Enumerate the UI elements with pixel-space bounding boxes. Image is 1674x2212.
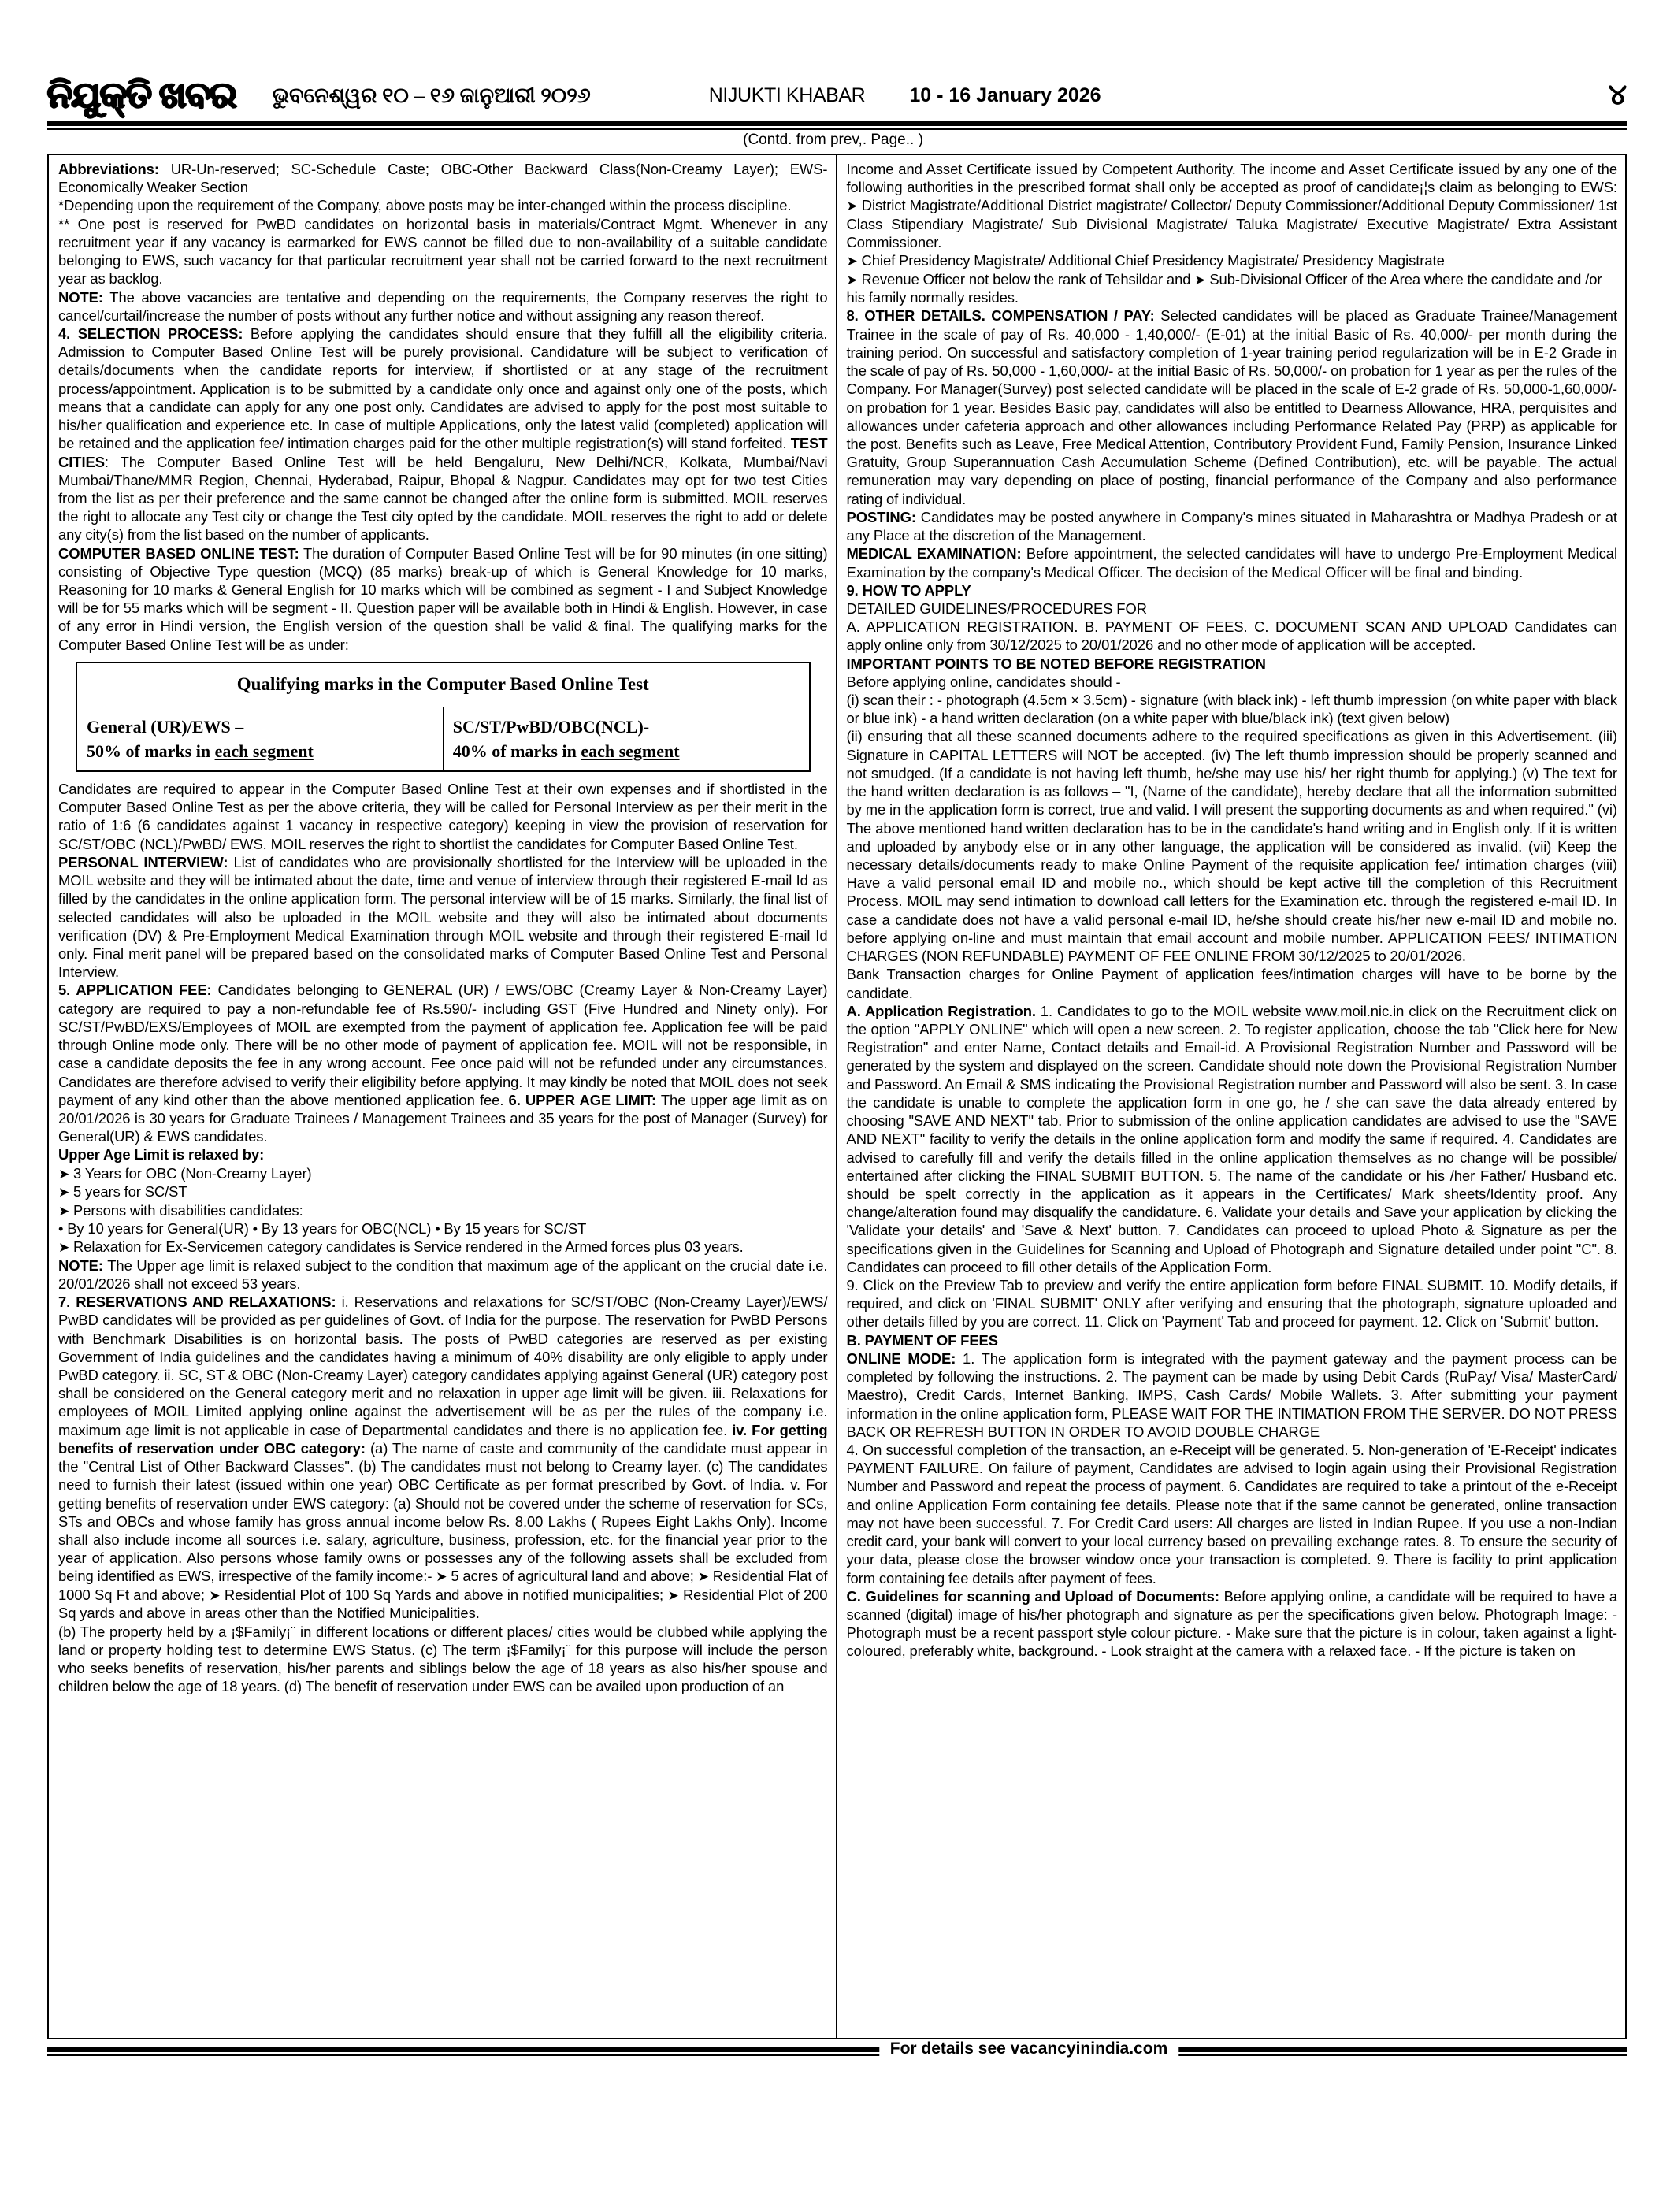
article-body [47,154,1627,2039]
right-column-paragraph: (ii) ensuring that all these scanned documents adhere to the required specifications as given in this Advertisement. (iii) Signature in CAPITAL LETTERS will NOT be accepted. (iv) The left thumb impression should be properly scanned and not smudged. (If a candidate is not having left thumb, he/she may use his/ her right thumb for applying.) (v) The text for the hand written declaration is as follows – "I, (Name of the candidate), hereby declare that all the information submitted by me in the application form is correct, true and valid. I will present the supporting documents as and when required." (vi) The above mentioned hand written declaration has to be in the candidate's hand writing and in English only. If it is written and uploaded by anybody else or in any other language, the application will be considered as invalid. (vii) Keep the necessary details/documents ready to make Online Payment of the requisite application fee/ intimation charges (viii) Have a valid personal email ID and mobile no., which should be kept active till the completion of this Recruitment Process. MOIL may send intimation to download call letters for the Examination etc. through the registered e-mail ID. In case a candidate does not have a valid personal e-mail ID, he/she should create his/her new e-mail ID and mobile no. before applying on-line and must maintain that email account and mobile number. APPLICATION FEES/ INTIMATION CHARGES (NON REFUNDABLE) PAYMENT OF FEE ONLINE FROM 30/12/2025 to 20/01/2026. [846,728,1617,965]
left-column-paragraph: 7. RESERVATIONS AND RELAXATIONS: i. Reservations and relaxations for SC/ST/OBC (Non-Creamy Layer)/EWS/ PwBD candidates will be provided as per guidelines of Govt. of India for the purpose. The reservation for PwBD Persons with Benchmark Disabilities is on horizontal basis. The posts of PwBD categories are reserved as per existing Government of India guidelines and the candidates having a minimum of 40% disability are only eligible to apply under PwBD category. ii. SC, ST & OBC (Non-Creamy Layer) category candidates applying against General (UR) category post shall be considered on the General category merit and no relaxation in upper age limit will be given. iii. Relaxations for employees of MOIL Limited applying online against the advertisement will be as per the rules of the company i.e. maximum age limit is not applicable in case of Departmental candidates and there is no application fee. iv. For getting benefits of reservation under OBC category: (a) The name of caste and community of the candidate must appear in the "Central List of Other Backward Classes". (b) The candidates must not belong to Creamy layer. (c) The candidates need to furnish their latest (issued within one year) OBC Certificate as per format prescribed by Govt. of India. v. For getting benefits of reservation under EWS category: (a) Should not be covered under the scheme of reservation for SCs, STs and OBCs and whose family has gross annual income below Rs. 8.00 Lakhs ( Rupees Eight Lakhs Only). Income shall also include income all sources i.e. salary, agriculture, business, profession, etc. for the financial year prior to the year of application. Also persons whose family owns or possesses any of the following assets shall be excluded from being identified as EWS, irrespective of the family income:- ➤ 5 acres of agricultural land and above; ➤ Residential Flat of 1000 Sq Ft and above; ➤ Residential Plot of 100 Sq Yards and above in notified municipalities; ➤ Residential Plot of 200 Sq yards and above in areas other than the Notified Municipalities. [58,1293,828,1622]
continuation-label-wrap [47,130,1627,154]
masthead-date-odia: ଭୁବନେଶ୍ୱର ୧୦ – ୧୬ ଜାନୁଆରୀ ୨୦୨୬ [272,84,591,107]
left-column-paragraph: ➤ 3 Years for OBC (Non-Creamy Layer) [58,1164,312,1182]
left-column-paragraph: 5. APPLICATION FEE: Candidates belonging to GENERAL (UR) / EWS/OBC (Creamy Layer & Non-Creamy Layer) category are required to pay a non-refundable fee of Rs.590/- including GST (Five Hundred and Ninety only). For SC/ST/PwBD/EXS/Employees of MOIL are exempted from the payment of application fee. Application fee will be paid through Online mode only. There will be no other mode of payment of application fee. MOIL will not be responsible, in case a candidate deposits the fee in any wrong account. Fee once paid will not be refunded under any circumstances. Candidates are therefore advised to verify their eligibility before applying. It may kindly be noted that MOIL does not seek payment of any kind other than the above mentioned application fee. 6. UPPER AGE LIMIT: The upper age limit as on 20/01/2026 is 30 years for Graduate Trainees / Management Trainees and 35 years for the post of Manager (Survey) for General(UR) & EWS candidates. [58,982,828,1145]
right-column-paragraph: DETAILED GUIDELINES/PROCEDURES FOR [846,599,1147,617]
footer-divider-rule [47,2047,1627,2056]
masthead-paper-name: NIJUKTI KHABAR [708,84,866,106]
left-column-paragraph: (b) The property held by a ¡$Family¡¨ in different locations or different places/ cities would be clubbed while applying the land or property holding test to determine EWS Status. (c) The term ¡$Family¡¨ for this purpose will include the person who seeks benefits of reservation, his/her parents and siblings below the age of 18 years as also his/her spouse and children below the age of 18 years. (d) The benefit of reservation under EWS can be availed upon production of an [58,1623,828,1695]
left-column-paragraph: *Depending upon the requirement of the Company, above posts may be inter-changed within the process discipline. [58,197,792,214]
right-column-paragraph: IMPORTANT POINTS TO BE NOTED BEFORE REGISTRATION [846,655,1266,672]
right-column-paragraph: POSTING: Candidates may be posted anywhere in Company's mines situated in Maharashtra or Madhya Pradesh or at any Place at the discretion of the Management. [846,508,1617,544]
continuation-label: (Contd. from prev,. Page.. ) [735,132,931,149]
right-column-paragraph: MEDICAL EXAMINATION: Before appointment, the selected candidates will have to undergo Pre-Employment Medical Examination by the company's Medical Officer. The decision of the Medical Officer will be final and binding. [846,545,1617,581]
right-column-paragraph: Income and Asset Certificate issued by Competent Authority. The income and Asset Certificate issued by any one of the following authorities in the prescribed format shall only be accepted as proof of candidate¡¦s claim as belonging to EWS: ➤ District Magistrate/Additional District magistrate/ Collector/ Deputy Commissioner/Additional Deputy Commissioner/ 1st Class Stipendiary Magistrate/ Sub Divisional Magistrate/ Taluka Magistrate/ Executive Magistrate/ Extra Assistant Commissioner. [846,161,1617,251]
right-column-body [847,160,1618,1661]
left-column-part1 [58,160,828,654]
footer-credit: For details see vacancyinindia.com [879,2039,1178,2058]
page-number-odia: ୪ [1608,79,1627,110]
left-column-paragraph: PERSONAL INTERVIEW: List of candidates who are provisionally shortlisted for the Interview will be uploaded in the MOIL website and they will be intimated about the date, time and venue of interview through their registered E-mail Id as filled by the candidates in the online application form. The personal interview will be of 15 marks. Similarly, the final list of selected candidates will also be uploaded in the MOIL website and they will also be intimated about documents verification (DV) & Pre-Employment Medical Examination through MOIL website and through their registered E-mail Id only. Final merit panel will be prepared based on the consolidated marks of Computer Based Online Test and Personal Interview. [58,853,828,981]
left-column-paragraph: Upper Age Limit is relaxed by: [58,1146,265,1164]
left-column [49,155,837,2038]
qualifying-cell-reserved-line2-pre: 40% of marks in [452,740,581,761]
left-column-part2 [58,780,828,1695]
right-column [837,155,1626,2038]
right-column-paragraph: ➤ Revenue Officer not below the rank of Tehsildar and ➤ Sub-Divisional Officer of the Area where the candidate and /or his family normally resides. [846,270,1602,306]
left-column-paragraph: ➤ Persons with disabilities candidates: [58,1201,303,1219]
left-column-paragraph: 4. SELECTION PROCESS: Before applying the candidates should ensure that they fulfill all the eligibility criteria. Admission to Computer Based Online Test will be purely provisional. Candidature will be subject to verification of details/documents when the candidate reports for interview, if shortlisted or at any stage of the recruitment process/appointment. Application is to be submitted by a candidate only once and against only one of the posts, which means that a candidate can apply for any one post only. Candidates are advised to apply for the post most suitable to his/her qualification and experience etc. In case of multiple Applications, only the latest valid (completed) application will be retained and the application fee/ intimation charges paid for the other multiple registration(s) will stand forfeited. TEST CITIES: The Computer Based Online Test will be held Bengaluru, New Delhi/NCR, Kolkata, Mumbai/Navi Mumbai/Thane/MMR Region, Chennai, Hyderabad, Raipur, Bhopal & Nagpur. Candidates may opt for two test Cities from the list as per their preference and the same cannot be changed after the online form is submitted. MOIL reserves the right to allocate any Test city or change the Test city opted by the candidate. MOIL reserves the right to add or delete any city(s) from the list based on the number of applicants. [58,325,828,544]
table-row [76,707,810,771]
qualifying-cell-general [76,707,443,771]
qualifying-marks-table [76,662,811,772]
right-column-paragraph: Before applying online, candidates should - [846,673,1121,690]
nijukti-khabar-logo-odia: ନିଯୁକ୍ତି ଖବର [47,75,236,115]
masthead-divider-rule [47,121,1627,130]
qualifying-cell-reserved-underline: each segment [581,740,680,761]
newspaper-page [0,41,1674,2212]
left-column-paragraph: Abbreviations: UR-Un-reserved; SC-Schedule Caste; OBC-Other Backward Class(Non-Creamy Layer); EWS- Economically Weaker Section [58,161,828,196]
masthead [47,41,1627,117]
left-column-paragraph: COMPUTER BASED ONLINE TEST: The duration of Computer Based Online Test will be for 90 minutes (in one sitting) consisting of Objective Type question (MCQ) (85 marks) break-up of which is General Knowledge for 10 marks, Reasoning for 10 marks & General English for 10 marks which will be combined as segment - I and Subject Knowledge will be for 55 marks which will be segment - II. Question paper will be available both in Hindi & English. However, in case of any error in Hindi version, the English version of the question shall be valid & final. The qualifying marks for the Computer Based Online Test will be as under: [58,544,828,653]
left-column-paragraph: NOTE: The above vacancies are tentative and depending on the requirements, the Company reserves the right to cancel/curtail/increase the number of posts without any further notice and without assigning any reason thereof. [58,288,828,324]
right-column-paragraph: ONLINE MODE: 1. The application form is integrated with the payment gateway and the payment process can be completed by following the instructions. 2. The payment can be made by using Debit Cards (RuPay/ Visa/ MasterCard/ Maestro), Credit Cards, Internet Banking, IMPS, Cash Cards/ Mobile Wallets. 3. After submitting your payment information in the online application form, PLEASE WAIT FOR THE INTIMATION FROM THE SERVER. DO NOT PRESS BACK OR REFRESH BUTTON IN ORDER TO AVOID DOUBLE CHARGE [846,1349,1617,1440]
right-column-paragraph: 8. OTHER DETAILS. COMPENSATION / PAY: Selected candidates will be placed as Graduate Trainee/Management Trainee in the scale of pay of Rs. 40,000 - 1,40,000/- (E-01) at the initial Basic of Rs. 40,000/- per month during the training period. On successful and satisfactory completion of 1-year training period regularization will be in E-2 Grade in the scale of pay of Rs. 50,000 - 1,60,000/- at the initial Basic of Rs. 50,000/- on probation for 1 year as per the rules of the Company. For Manager(Survey) post selected candidate will be placed in the scale of E-2 grade of Rs. 50,000-1,60,000/- on probation for 1 year. Besides Basic pay, candidates will also be entitled to Dearness Allowance, HRA, perquisites and allowances under cafeteria approach and other allowances including Performance Related Pay (PRP) as applicable for the post. Benefits such as Leave, Free Medical Attention, Contributory Provident Fund, Family Pension, Insurance Linked Gratuity, Group Superannuation Cash Accumulation Scheme (Defined Contribution), etc. will be payable. The actual remuneration may vary depending on place of posting, financial performance of the Company and also performance rating of individual. [846,307,1618,507]
left-column-paragraph: NOTE: The Upper age limit is relaxed subject to the condition that maximum age of the applicant on the crucial date i.e. 20/01/2026 shall not exceed 53 years. [58,1256,828,1292]
right-column-paragraph: (i) scan their : - photograph (4.5cm × 3.5cm) - signature (with black ink) - left thumb impression (on white paper with black or blue ink) - a hand written declaration (on a white paper with blue/black ink) (text given below) [846,692,1617,727]
right-column-paragraph: A. Application Registration. 1. Candidates to go to the MOIL website www.moil.nic.in click on the Recruitment click on the option "APPLY ONLINE" which will open a new screen. 2. To register application, choose the tab "Click here for New Registration" and enter Name, Contact details and Email-id. A Provisional Registration Number and Password will be generated by the system and displayed on the screen. Candidate should note down the Provisional Registration Number and Password. An Email & SMS indicating the Provisional Registration number and Password will also be sent. 3. In case the candidate is unable to complete the application form in one go, he / she can save the data already entered by choosing "SAVE AND NEXT" tab. Prior to submission of the online application candidates are advised to use the "SAVE AND NEXT" facility to verify the details in the online application form and modify the same if required. 4. Candidates are advised to carefully fill and verify the details filled in the online application themselves as no change will be possible/ entertained after clicking the FINAL SUBMIT BUTTON. 5. The name of the candidate or his /her Father/ Husband etc. should be spelt correctly in the application as it appears in the Certificates/ Mark sheets/Identity proof. Any change/alteration found may disqualify the candidature. 6. Validate your details and Save your application by clicking the 'Validate your details' and 'Save & Next' button. 7. Candidates can proceed to upload Photo & Signature as per the specifications given in the Guidelines for Scanning and Upload of Photograph and Signature detailed under point "C". 8. Candidates can proceed to fill other details of the Application Form. [846,1002,1618,1275]
left-column-paragraph: Candidates are required to appear in the Computer Based Online Test at their own expenses and if shortlisted in the Computer Based Online Test as per the above criteria, they will be called for Personal Interview as per their merit in the ratio of 1:6 (6 candidates against 1 vacancy in respective category) keeping in view the provision of reservation for SC/ST/OBC (NCL)/PwBD/ EWS. MOIL reserves the right to shortlist the candidates for Computer Based Online Test. [58,781,828,852]
right-column-paragraph: Bank Transaction charges for Online Payment of application fees/intimation charges will have to be borne by the candidate. [846,966,1617,1001]
qualifying-cell-general-line2-pre: 50% of marks in [87,740,215,761]
qualifying-cell-general-line1: General (UR)/EWS – [87,716,244,737]
right-column-paragraph: 4. On successful completion of the transaction, an e-Receipt will be generated. 5. Non-generation of 'E-Receipt' indicates PAYMENT FAILURE. On failure of payment, Candidates are advised to login again using their Provisional Registration Number and Password and repeat the process of payment. 6. Candidates are required to take a printout of the e-Receipt and online Application Form containing fee details. Please note that if the same cannot be generated, online transaction may not have been successful. 7. For Credit Card users: All charges are listed in Indian Rupee. If you use a non-Indian credit card, your bank will convert to your local currency based on prevailing exchange rates. 8. To ensure the security of your data, please close the browser window once your transaction is completed. 9. There is facility to print application form containing fee details after payment of fees. [846,1442,1617,1587]
left-column-paragraph: ** One post is reserved for PwBD candidates on horizontal basis in materials/Contract Mgmt. Whenever in any recruitment year if any vacancy is earmarked for EWS cannot be filled due to non-availability of a suitable candidate belonging to EWS, such vacancy for that particular recruitment year shall not be carried forward to the next recruitment year as backlog. [58,215,828,288]
right-column-paragraph: 9. HOW TO APPLY [846,581,971,599]
left-column-paragraph: • By 10 years for General(UR) • By 13 years for OBC(NCL) • By 15 years for SC/ST [58,1219,587,1237]
left-column-paragraph: ➤ Relaxation for Ex-Servicemen category candidates is Service rendered in the Armed forces plus 03 years. [58,1238,744,1256]
right-column-paragraph: ➤ Chief Presidency Magistrate/ Additional Chief Presidency Magistrate/ Presidency Magistrate [846,252,1445,269]
qualifying-cell-reserved-line1: SC/ST/PwBD/OBC(NCL)- [452,716,650,737]
page-footer [47,2039,1627,2076]
right-column-paragraph: A. APPLICATION REGISTRATION. B. PAYMENT OF FEES. C. DOCUMENT SCAN AND UPLOAD Candidates can apply online only from 30/12/2025 to 20/01/2026 and no other mode of application will be accepted. [846,618,1617,654]
qualifying-table-header: Qualifying marks in the Computer Based Online Test [76,662,810,707]
right-column-paragraph: B. PAYMENT OF FEES [846,1331,998,1349]
table-row [76,662,810,707]
qualifying-cell-reserved [443,707,809,771]
right-column-paragraph: 9. Click on the Preview Tab to preview and verify the entire application form before FINAL SUBMIT. 10. Modify details, if required, and click on 'FINAL SUBMIT' ONLY after verifying and ensuring that the photograph, signature uploaded and other details filled by you are correct. 11. Click on 'Payment' Tab and proceed for payment. 12. Click on 'Submit' button. [846,1277,1617,1331]
qualifying-cell-general-underline: each segment [214,740,314,761]
masthead-edition-date: 10 - 16 January 2026 [909,84,1101,106]
right-column-paragraph: C. Guidelines for scanning and Upload of Documents: Before applying online, a candidate will be required to have a scanned (digital) image of his/her photograph and signature as per the specifications given below. Photograph Image: - Photograph must be a recent passport style colour picture. - Make sure that the picture is in colour, taken against a light-coloured, preferably white, background. - Look straight at the camera with a relaxed face. - If the picture is taken on [846,1587,1617,1660]
left-column-paragraph: ➤ 5 years for SC/ST [58,1183,187,1201]
